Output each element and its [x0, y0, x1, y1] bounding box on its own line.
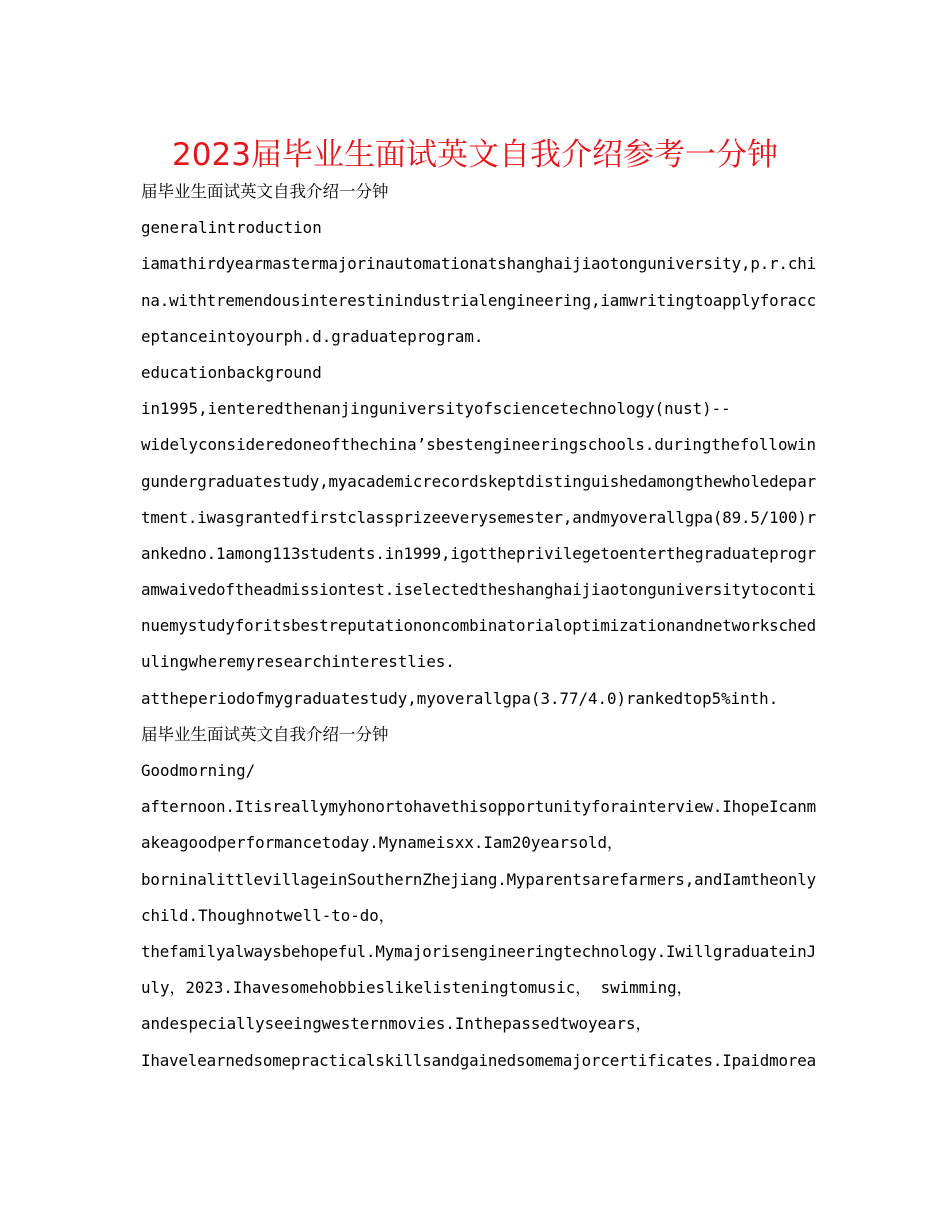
body-text-line: ankedno.1among113students.in1999,igottheprivilegetoenterthegraduateprogr	[141, 543, 816, 563]
document-body	[141, 174, 816, 1079]
body-text-line: gundergraduatestudy,myacademicrecordskeptdistinguishedamongthewholedepar	[141, 471, 816, 491]
body-text-line: amwaivedoftheadmissiontest.iselectedtheshanghaijiaotonguniversitytoconti	[141, 580, 816, 600]
body-text-line: 届毕业生面试英文自我介绍一分钟	[141, 182, 389, 201]
body-text-line: thefamilyalwaysbehopeful.Mymajorisengineeringtechnology.IwillgraduateinJ	[141, 941, 816, 961]
body-text-line: uly，2023.Ihavesomehobbieslikelisteningtomusic， swimming，	[141, 978, 693, 998]
body-text-line: na.withtremendousinterestinindustrialengineering,iamwritingtoapplyforacc	[141, 290, 816, 310]
body-text-line: nuemystudyforitsbestreputationoncombinatorialoptimizationandnetworksched	[141, 616, 816, 636]
body-text-line: widelyconsideredoneofthechina’sbestengineeringschools.duringthefollowin	[141, 435, 816, 455]
body-text-line: akeagoodperformancetoday.Mynameisxx.Iam20yearsold，	[141, 833, 623, 853]
body-text-line: eptanceintoyourph.d.graduateprogram.	[141, 326, 484, 346]
body-text-line: in1995,ienteredthenanjinguniversityofsciencetechnology(nust)--	[141, 399, 731, 419]
body-text-line: Ihavelearnedsomepracticalskillsandgainedsomemajorcertificates.Ipaidmorea	[141, 1050, 816, 1070]
body-text-line: tment.iwasgrantedfirstclassprizeeverysemester,andmyoverallgpa(89.5/100)r	[141, 507, 816, 527]
body-text-line: generalintroduction	[141, 218, 322, 238]
body-text-line: Goodmorning/	[141, 761, 256, 780]
body-text-line: iamathirdyearmastermajorinautomationatshanghaijiaotonguniversity,p.r.chi	[141, 254, 816, 274]
body-text-line: afternoon.Itisreallymyhonortohavethisopportunityforainterview.IhopeIcanm	[141, 797, 816, 817]
body-text-line: ulingwheremyresearchinterestlies.	[141, 652, 455, 672]
body-text-line: attheperiodofmygraduatestudy,myoverallgpa(3.77/4.0)rankedtop5%inth.	[141, 688, 779, 708]
body-text-line: child.Thoughnotwell-to-do，	[141, 905, 395, 925]
body-text-line: educationbackground	[141, 362, 322, 382]
body-text-line: andespeciallyseeingwesternmovies.Inthepassedtwoyears，	[141, 1014, 652, 1034]
body-text-line: 届毕业生面试英文自我介绍一分钟	[141, 724, 389, 744]
body-text-line: borninalittlevillageinSouthernZhejiang.Myparentsarefarmers,andIamtheonly	[141, 869, 816, 889]
document-title: 2023届毕业生面试英文自我介绍参考一分钟	[172, 137, 778, 173]
